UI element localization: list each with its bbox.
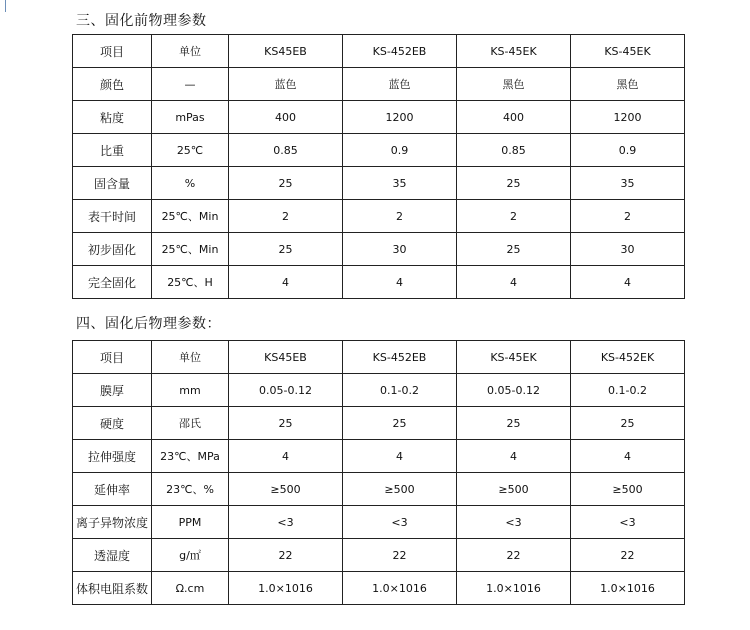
value-cell: 0.05-0.12 [229,374,343,407]
table-row [73,233,685,266]
value-cell: 4 [343,440,457,473]
value-cell: 2 [229,200,343,233]
value-cell: <3 [457,506,571,539]
row-label-cell: 颜色 [73,68,152,101]
value-cell: 35 [571,167,685,200]
table-row [73,101,685,134]
value-cell: 1.0×1016 [571,572,685,605]
unit-cell: % [152,167,229,200]
unit-cell: 单位 [152,341,229,374]
unit-cell: 25℃、H [152,266,229,299]
value-cell: 黑色 [457,68,571,101]
value-cell: KS-452EB [343,341,457,374]
value-cell: 400 [457,101,571,134]
row-label-cell: 表干时间 [73,200,152,233]
unit-cell: 25℃、Min [152,200,229,233]
value-cell: 4 [571,440,685,473]
value-cell: KS45EB [229,35,343,68]
row-label-cell: 离子异物浓度 [73,506,152,539]
value-cell: 4 [229,266,343,299]
row-label-cell: 拉伸强度 [73,440,152,473]
value-cell: KS-452EB [343,35,457,68]
row-label-cell: 完全固化 [73,266,152,299]
value-cell: 35 [343,167,457,200]
value-cell: 30 [571,233,685,266]
unit-cell: 25℃ [152,134,229,167]
unit-cell: Ω.cm [152,572,229,605]
value-cell: 25 [343,407,457,440]
value-cell: 蓝色 [343,68,457,101]
value-cell: <3 [571,506,685,539]
value-cell: 22 [457,539,571,572]
table-header-row [73,35,685,68]
unit-cell: PPM [152,506,229,539]
row-label-cell: 硬度 [73,407,152,440]
value-cell: 4 [457,440,571,473]
value-cell: 0.1-0.2 [571,374,685,407]
row-label-cell: 膜厚 [73,374,152,407]
value-cell: 22 [229,539,343,572]
row-label-cell: 透湿度 [73,539,152,572]
value-cell: <3 [229,506,343,539]
value-cell: 1200 [343,101,457,134]
value-cell: 0.1-0.2 [343,374,457,407]
table-row [73,200,685,233]
table-row [73,167,685,200]
value-cell: 30 [343,233,457,266]
value-cell: 22 [571,539,685,572]
unit-cell: — [152,68,229,101]
row-label-cell: 体积电阻系数 [73,572,152,605]
value-cell: 0.9 [343,134,457,167]
value-cell: KS-45EK [571,35,685,68]
value-cell: 1.0×1016 [229,572,343,605]
value-cell: 25 [457,233,571,266]
corner-mark [5,0,6,12]
row-label-cell: 项目 [73,341,152,374]
value-cell: KS-45EK [457,35,571,68]
value-cell: KS-45EK [457,341,571,374]
unit-cell: mPas [152,101,229,134]
row-label-cell: 初步固化 [73,233,152,266]
unit-cell: g/㎡ [152,539,229,572]
value-cell: 4 [343,266,457,299]
row-label-cell: 粘度 [73,101,152,134]
table-header-row [73,341,685,374]
unit-cell: mm [152,374,229,407]
table-row [73,506,685,539]
unit-cell: 邵氏 [152,407,229,440]
unit-cell: 23℃、MPa [152,440,229,473]
value-cell: KS45EB [229,341,343,374]
row-label-cell: 固含量 [73,167,152,200]
row-label-cell: 延伸率 [73,473,152,506]
section-title-post-cure: 四、固化后物理参数： [76,316,221,332]
table-row [73,572,685,605]
value-cell: 400 [229,101,343,134]
table-row [73,266,685,299]
value-cell: 1.0×1016 [343,572,457,605]
table-row [73,440,685,473]
value-cell: 0.85 [457,134,571,167]
table-row [73,374,685,407]
value-cell: 25 [457,407,571,440]
value-cell: 黑色 [571,68,685,101]
value-cell: 22 [343,539,457,572]
value-cell: ≥500 [457,473,571,506]
value-cell: 2 [571,200,685,233]
value-cell: 25 [457,167,571,200]
value-cell: 2 [457,200,571,233]
table-row [73,68,685,101]
table-row [73,539,685,572]
value-cell: <3 [343,506,457,539]
section-title-pre-cure: 三、固化前物理参数 [76,13,207,29]
table-row [73,407,685,440]
value-cell: 4 [457,266,571,299]
value-cell: KS-452EK [571,341,685,374]
value-cell: 蓝色 [229,68,343,101]
value-cell: 0.05-0.12 [457,374,571,407]
value-cell: ≥500 [343,473,457,506]
post-cure-properties-table [72,340,685,605]
table-row [73,473,685,506]
value-cell: 25 [229,233,343,266]
value-cell: 1200 [571,101,685,134]
unit-cell: 25℃、Min [152,233,229,266]
value-cell: 25 [229,407,343,440]
value-cell: 1.0×1016 [457,572,571,605]
value-cell: 2 [343,200,457,233]
unit-cell: 23℃、% [152,473,229,506]
value-cell: 0.9 [571,134,685,167]
table-row [73,134,685,167]
value-cell: 4 [571,266,685,299]
value-cell: ≥500 [571,473,685,506]
value-cell: 4 [229,440,343,473]
value-cell: 0.85 [229,134,343,167]
value-cell: ≥500 [229,473,343,506]
unit-cell: 单位 [152,35,229,68]
row-label-cell: 比重 [73,134,152,167]
row-label-cell: 项目 [73,35,152,68]
value-cell: 25 [229,167,343,200]
value-cell: 25 [571,407,685,440]
pre-cure-properties-table [72,34,685,299]
